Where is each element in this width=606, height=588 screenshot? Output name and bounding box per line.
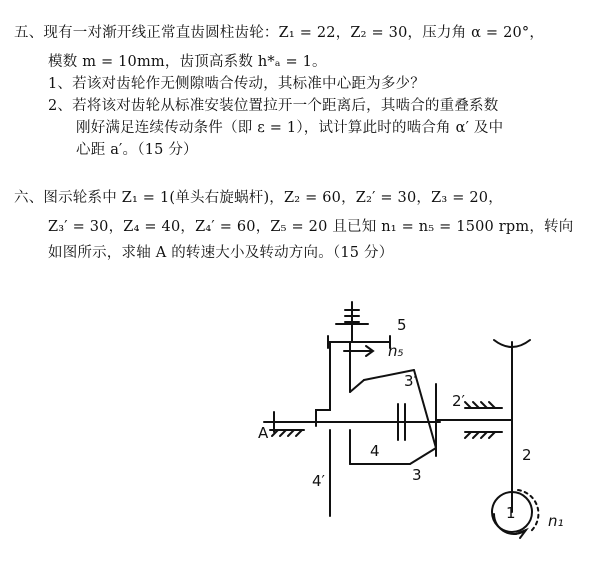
label-shaft-a: A — [258, 424, 269, 442]
label-gear2p: 2′ — [452, 392, 465, 410]
q5-title: 五、现有一对渐开线正常直齿圆柱齿轮：Z₁ = 22，Z₂ = 30，压力角 α = 20°， — [14, 25, 545, 41]
label-worm1: 1 — [506, 504, 516, 522]
q5-sub1: 1、若该对齿轮作无侧隙啮合传动，其标准中心距为多少？ — [48, 76, 425, 92]
label-gear3p: 3′ — [404, 372, 417, 390]
q6-line2: Z₃′ = 30，Z₄ = 40，Z₄′ = 60，Z₅ = 20 且已知 n₁ = n₅ = 1500 rpm，转向 — [48, 219, 574, 235]
planet-carrier — [316, 342, 436, 448]
label-n1: n₁ — [548, 512, 564, 530]
gear5-bearing — [336, 302, 368, 324]
label-gear3: 3 — [412, 466, 422, 484]
gear4 — [330, 430, 360, 516]
shaft-a — [264, 412, 440, 436]
q5-sub2-line1: 2、若将该对齿轮从标准安装位置拉开一个距离后，其啮合的重叠系数 — [48, 98, 499, 114]
gear2-prime — [436, 384, 512, 456]
gear5 — [328, 324, 390, 348]
q5-sub2-line3: 心距 a′。（15 分） — [76, 142, 198, 158]
q5-line2: 模数 m = 10mm，齿顶高系数 h*ₐ = 1。 — [48, 54, 327, 70]
gear-train-diagram — [0, 280, 606, 588]
q5-sub2-line2: 刚好满足连续传动条件（即 ε = 1），试计算此时的啮合角 α′ 及中 — [76, 120, 504, 136]
q6-title: 六、图示轮系中 Z₁ = 1(单头右旋蜗杆)，Z₂ = 60，Z₂′ = 30，Z₃ = 20， — [14, 190, 503, 206]
label-n5: n₅ — [388, 342, 404, 360]
label-gear4p: 4′ — [312, 472, 325, 490]
label-gear5: 5 — [397, 316, 407, 334]
gear2 — [494, 340, 530, 512]
q6-line3: 如图所示，求轴 A 的转速大小及转动方向。（15 分） — [48, 245, 394, 261]
label-gear4: 4 — [370, 442, 380, 460]
label-gear2: 2 — [522, 446, 532, 464]
